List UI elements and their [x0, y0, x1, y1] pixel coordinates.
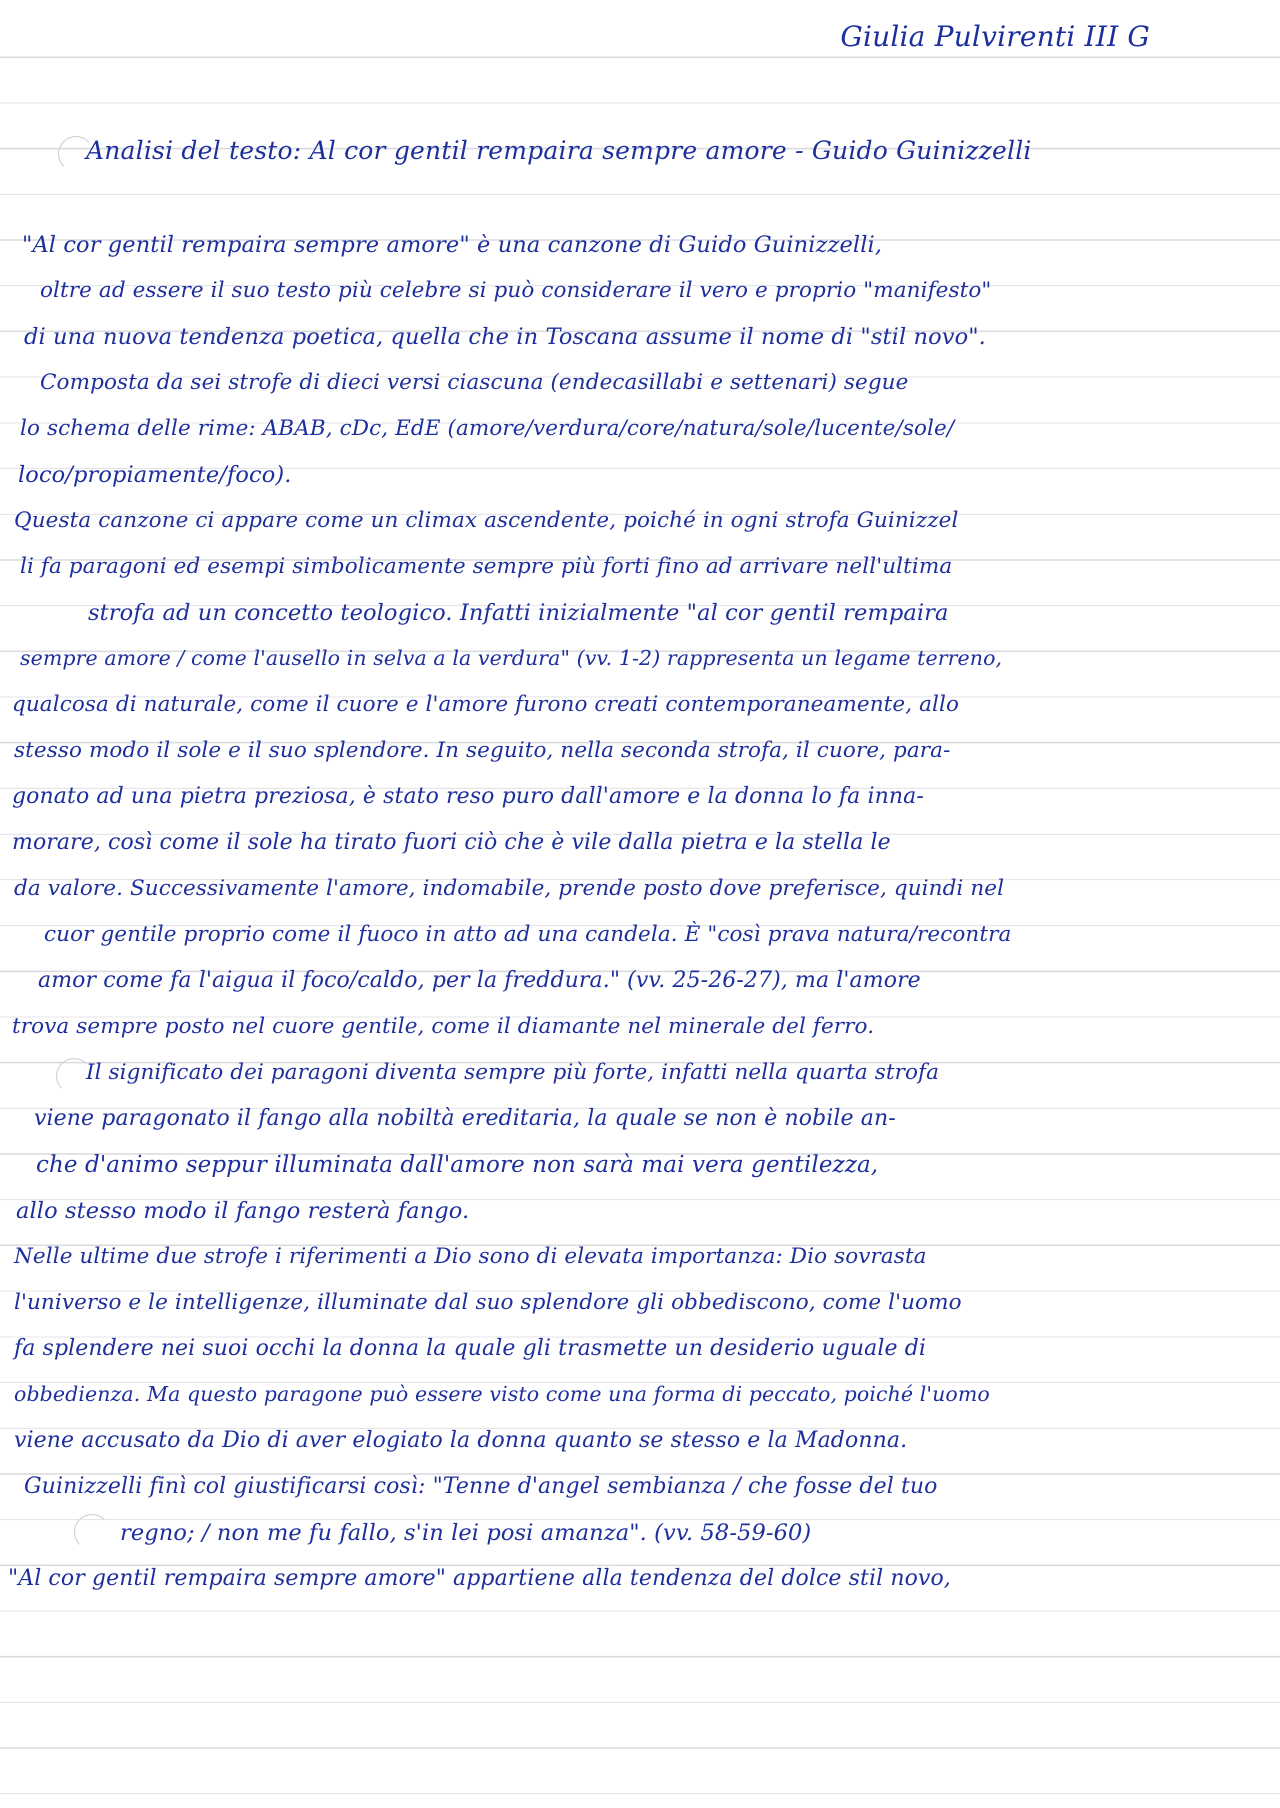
- essay-line: viene accusato da Dio di aver elogiato la donna quanto se stesso e la Madonna.: [14, 1428, 908, 1453]
- essay-line: qualcosa di naturale, come il cuore e l'amore furono creati contemporaneamente, allo: [12, 692, 960, 717]
- essay-line: da valore. Successivamente l'amore, indomabile, prende posto dove preferisce, quindi nel: [14, 876, 1005, 901]
- margin-mark: [74, 1514, 110, 1550]
- essay-line: lo schema delle rime: ABAB, cDc, EdE (amore/verdura/core/natura/sole/lucente/sole/: [20, 416, 955, 441]
- essay-line: "Al cor gentil rempaira sempre amore" è una canzone di Guido Guinizzelli,: [22, 232, 883, 258]
- essay-line: li fa paragoni ed esempi simbolicamente sempre più forti fino ad arrivare nell'ultima: [20, 554, 953, 579]
- essay-line: gonato ad una pietra preziosa, è stato reso puro dall'amore e la donna lo fa inna-: [12, 784, 924, 809]
- essay-line: Questa canzone ci appare come un climax ascendente, poiché in ogni strofa Guinizzel: [14, 508, 959, 533]
- essay-line: fa splendere nei suoi occhi la donna la quale gli trasmette un desiderio uguale di: [14, 1336, 927, 1361]
- essay-line: che d'animo seppur illuminata dall'amore non sarà mai vera gentilezza,: [36, 1152, 879, 1178]
- essay-line: regno; / non me fu fallo, s'in lei posi amanza". (vv. 58-59-60): [120, 1520, 812, 1546]
- essay-line: Guinizzelli finì col giustificarsi così: "Tenne d'angel sembianza / che fosse del tuo: [24, 1474, 938, 1499]
- essay-line: Composta da sei strofe di dieci versi ciascuna (endecasillabi e settenari) segue: [40, 370, 909, 395]
- essay-line: sempre amore / come l'ausello in selva a la verdura" (vv. 1-2) rappresenta un legame terreno,: [20, 646, 1003, 670]
- essay-line: loco/propiamente/foco).: [18, 462, 292, 488]
- essay-line: l'universo e le intelligenze, illuminate dal suo splendore gli obbediscono, come l'uomo: [14, 1290, 962, 1315]
- essay-line: di una nuova tendenza poetica, quella che in Toscana assume il nome di "stil novo".: [24, 324, 986, 350]
- essay-line: cuor gentile proprio come il fuoco in atto ad una candela. È "così prava natura/recontra: [44, 922, 1012, 947]
- essay-line: Nelle ultime due strofe i riferimenti a Dio sono di elevata importanza: Dio sovrasta: [14, 1244, 927, 1269]
- essay-line: morare, così come il sole ha tirato fuori ciò che è vile dalla pietra e la stella le: [12, 830, 891, 855]
- essay-heading: Analisi del testo: Al cor gentil rempaira sempre amore - Guido Guinizzelli: [86, 136, 1032, 165]
- essay-line: trova sempre posto nel cuore gentile, come il diamante nel minerale del ferro.: [12, 1014, 875, 1039]
- author-line: Giulia Pulvirenti III G: [840, 20, 1150, 53]
- essay-line: oltre ad essere il suo testo più celebre si può considerare il vero e proprio "manifesto": [40, 278, 992, 303]
- essay-line: allo stesso modo il fango resterà fango.: [16, 1198, 470, 1224]
- essay-line: Il significato dei paragoni diventa sempre più forte, infatti nella quarta strofa: [86, 1060, 940, 1085]
- essay-line: obbedienza. Ma questo paragone può essere visto come una forma di peccato, poiché l'uomo: [14, 1382, 990, 1406]
- essay-line: stesso modo il sole e il suo splendore. In seguito, nella seconda strofa, il cuore, para-: [14, 738, 951, 763]
- essay-line: "Al cor gentil rempaira sempre amore" appartiene alla tendenza del dolce stil novo,: [8, 1566, 951, 1591]
- essay-line: viene paragonato il fango alla nobiltà ereditaria, la quale se non è nobile an-: [34, 1106, 896, 1131]
- essay-line: amor come fa l'aigua il foco/caldo, per la freddura." (vv. 25-26-27), ma l'amore: [38, 968, 921, 993]
- essay-line: strofa ad un concetto teologico. Infatti inizialmente "al cor gentil rempaira: [88, 600, 949, 626]
